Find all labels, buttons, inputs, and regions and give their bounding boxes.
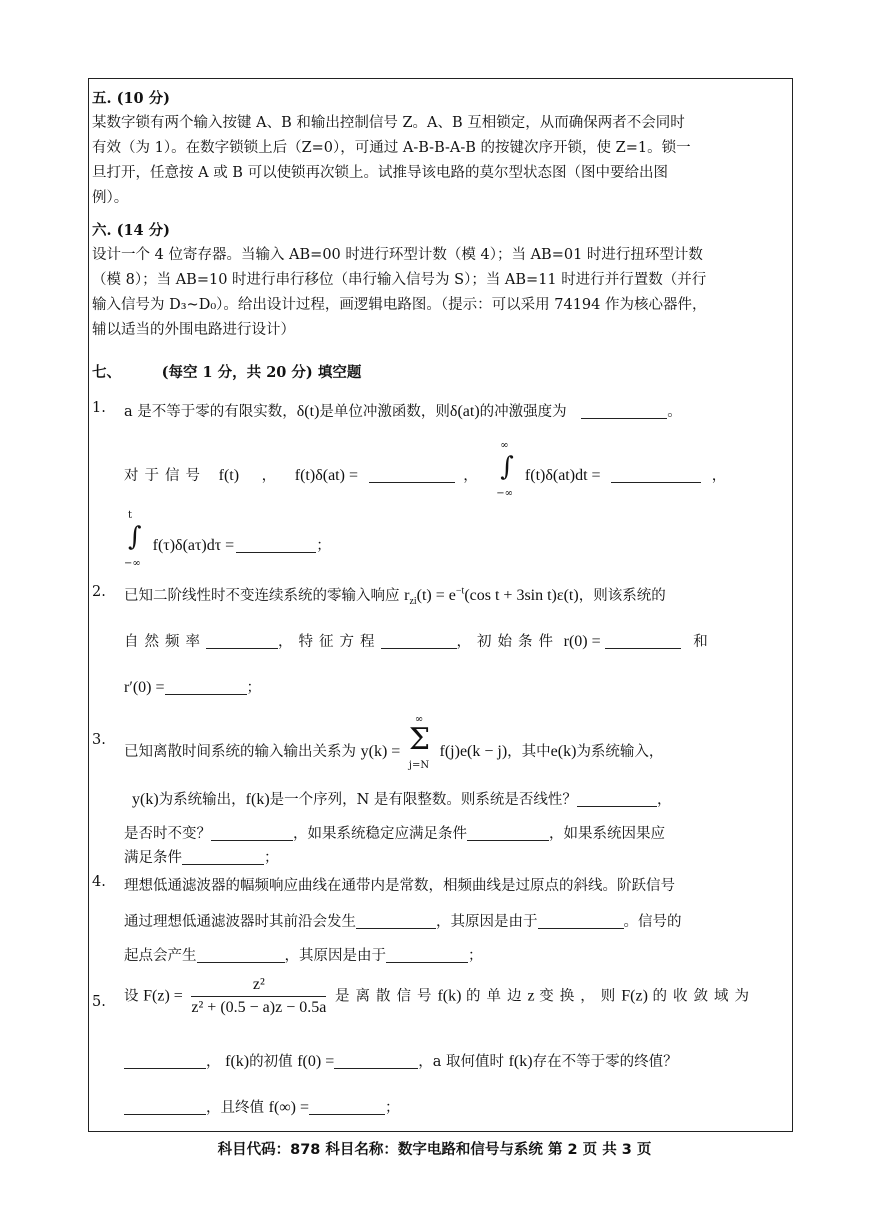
math-delta-t: δ(t) (296, 403, 320, 420)
answer-blank[interactable] (124, 1114, 206, 1115)
section-5 (92, 86, 782, 211)
text: ，其原因是由于 (436, 914, 538, 930)
answer-blank[interactable] (605, 648, 681, 649)
math-Fz: F(z) (621, 987, 648, 1005)
section-5-title: 五. (10 分) (92, 90, 171, 107)
numerator: z² (191, 976, 326, 997)
text: ； (246, 680, 262, 696)
question-number: 5. (92, 994, 106, 1010)
answer-blank[interactable] (538, 928, 624, 929)
math-ek: e(k) (550, 743, 577, 760)
text: ，如果系统稳定应满足条件 (293, 826, 467, 842)
section-6-line: 辅以适当的外围电路进行设计） (92, 322, 295, 338)
section-5-line: 旦打开，任意按 A 或 B 可以使锁再次锁上。试推导该电路的莫尔型状态图（图中要给出图 (92, 165, 669, 181)
math-f-t: f(t) (218, 467, 240, 484)
text: ， (261, 468, 277, 484)
text: 起点会产生 (124, 948, 197, 964)
text: ， (206, 1054, 221, 1070)
math-fk: f(k) (225, 1053, 250, 1070)
text: ，其中 (507, 744, 551, 760)
text: ； (468, 948, 483, 964)
section-6 (92, 218, 782, 343)
section-6-line: 输入信号为 D₃~D₀）。给出设计过程，画逻辑电路图。（提示：可以采用 74194 作为核心器件， (92, 297, 707, 313)
text: ； (385, 1100, 400, 1116)
integral-upper: ∞ (500, 440, 509, 451)
section-6-title: 六. (14 分) (92, 222, 171, 239)
text: ，如果系统因果应 (549, 826, 665, 842)
text: ，则该系统的 (578, 588, 666, 604)
math-yk: y(k) (132, 791, 159, 808)
text: 已知离散时间系统的输入输出关系为 (124, 744, 356, 760)
answer-blank[interactable] (236, 552, 316, 553)
math-superscript: −t (455, 585, 465, 597)
answer-blank[interactable] (369, 482, 455, 483)
math-initial-r0-prime: r′(0) = (124, 679, 165, 696)
text: 自然频率 (124, 634, 206, 650)
math-initial-r0: r(0) = (563, 633, 601, 650)
text: ，其原因是由于 (284, 948, 386, 964)
answer-blank[interactable] (182, 864, 264, 865)
text: ，初始条件 (456, 634, 559, 650)
text: a 是不等于零的有限实数， (124, 404, 297, 420)
text: 是否时不变？ (124, 826, 211, 842)
answer-blank[interactable] (611, 482, 701, 483)
integral-lower: −∞ (496, 488, 514, 499)
text: 满足条件 (124, 850, 182, 866)
text: 通过理想低通滤波器时其前沿会发生 (124, 914, 356, 930)
answer-blank[interactable] (577, 806, 657, 807)
math-f0: f(0) = (297, 1053, 335, 1070)
text: 是一个序列，N 是有限整数。则系统是否线性？ (269, 792, 577, 808)
answer-blank[interactable] (381, 648, 457, 649)
math-fk: f(k) (508, 1053, 533, 1070)
integral-sign: t ∫ −∞ (124, 510, 142, 569)
text: 和 (693, 634, 708, 650)
fraction (191, 976, 326, 1017)
answer-blank[interactable] (197, 962, 285, 963)
answer-blank[interactable] (334, 1068, 418, 1069)
text: 对于信号 (124, 468, 206, 484)
section-5-line: 例）。 (92, 190, 129, 206)
denominator: z² + (0.5 − a)z − 0.5a (191, 999, 327, 1016)
question-number: 2. (92, 584, 106, 600)
answer-blank[interactable] (467, 840, 549, 841)
section-7-number: 七、 (92, 364, 121, 381)
text: 设 (124, 988, 139, 1005)
text: ，特征方程 (278, 634, 381, 650)
math-part: (cos t + 3sin t)ε(t) (464, 587, 579, 604)
text: ，且终值 (206, 1100, 264, 1116)
text: ， (656, 792, 672, 808)
answer-blank[interactable] (165, 694, 247, 695)
summation-sign: ∞ Σ j=N (408, 714, 431, 771)
math-fk: f(k) (245, 791, 270, 808)
section-6-line: （模 8）；当 AB=10 时进行串行移位（串行输入信号为 S）；当 AB=11 时进行并行置数（并行 (92, 272, 707, 288)
text: 。信号的 (623, 914, 682, 930)
integral-lower: −∞ (124, 558, 141, 569)
answer-blank[interactable] (581, 418, 667, 419)
integral-upper: t (128, 510, 133, 521)
math-integral: f(t)δ(at)dt = (524, 467, 601, 484)
math-integral-tau: f(τ)δ(aτ)dτ = (152, 537, 235, 554)
text: 是离散信号 (334, 988, 438, 1005)
section-7-description: (每空 1 分，共 20 分) 填空题 (161, 364, 362, 381)
text: 的单边 (466, 988, 528, 1005)
question-number: 3. (92, 732, 106, 748)
section-5-line: 有效（为 1）。在数字锁锁上后（Z=0），可通过 A-B-B-A-B 的按键次序开锁，使 Z=1。锁一 (92, 140, 691, 156)
text: 为系统输出， (158, 792, 246, 808)
section-7-title (92, 360, 782, 386)
text: 的收敛域为 (652, 988, 756, 1005)
text: 存在不等于零的终值？ (532, 1054, 678, 1070)
math-delta-at: δ(at) (449, 403, 480, 420)
text: 的初值 (249, 1054, 293, 1070)
math-product: f(t)δ(at) = (294, 467, 358, 484)
answer-blank[interactable] (206, 648, 278, 649)
answer-blank[interactable] (309, 1114, 385, 1115)
text: 为系统输入， (576, 744, 664, 760)
math-f-infinity: f(∞) = (268, 1099, 310, 1116)
math-z: z (527, 987, 535, 1005)
section-5-line: 某数字锁有两个输入按键 A、B 和输出控制信号 Z。A、B 互相锁定，从而确保两者不会同时 (92, 115, 685, 131)
text: ； (264, 850, 279, 866)
answer-blank[interactable] (124, 1068, 206, 1069)
text: 已知二阶线性时不变连续系统的零输入响应 (124, 588, 400, 604)
math-part: (t) = e (416, 587, 456, 604)
text: ， (463, 468, 478, 484)
question-number: 1. (92, 400, 106, 416)
text: 理想低通滤波器的幅频响应曲线在通带内是常数，相频曲线是过原点的斜线。阶跃信号 (124, 878, 675, 894)
text: ， (711, 468, 727, 484)
section-6-line: 设计一个 4 位寄存器。当输入 AB=00 时进行环型计数（模 4）；当 AB=01 时进行扭环型计数 (92, 247, 703, 263)
math-Fz: F(z) = (143, 987, 183, 1005)
answer-blank[interactable] (386, 962, 468, 963)
text: ； (316, 538, 331, 554)
question-number: 4. (92, 874, 106, 890)
text: ，a 取何值时 (418, 1054, 504, 1070)
math-zero-input-response (404, 585, 579, 608)
page-footer: 科目代码：878 科目名称：数字电路和信号与系统 第 2 页 共 3 页 (217, 1142, 652, 1158)
math-subscript: zi (409, 596, 417, 608)
text: 变换，则 (539, 988, 622, 1005)
answer-blank[interactable] (356, 928, 436, 929)
sum-lower: j=N (408, 760, 430, 771)
math-convolution: f(j)e(k − j) (439, 743, 508, 760)
text: 是单位冲激函数，则 (319, 404, 450, 420)
text: 的冲激强度为 (479, 404, 567, 420)
integral-sign: ∞ ∫ −∞ (496, 440, 514, 499)
answer-blank[interactable] (211, 840, 293, 841)
sum-upper: ∞ (414, 714, 424, 725)
text: 。 (667, 404, 682, 420)
math-yk: y(k) = (360, 743, 401, 760)
math-fk: f(k) (437, 987, 462, 1005)
math-part: r (404, 587, 410, 604)
